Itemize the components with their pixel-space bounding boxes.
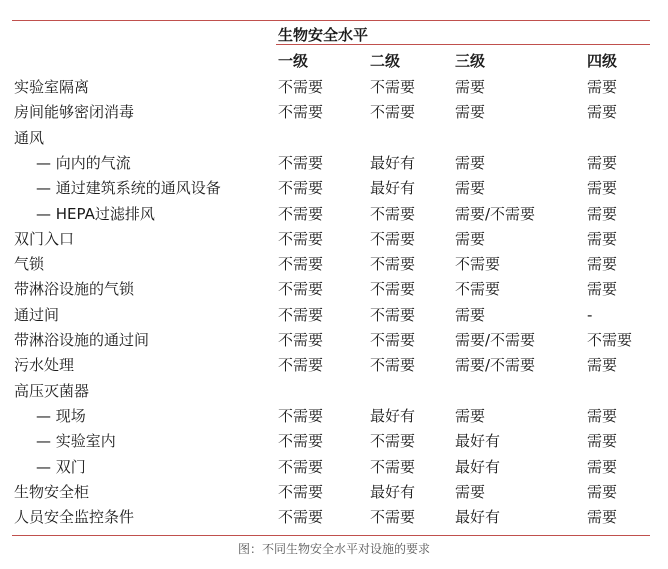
level-4-value: -: [587, 305, 593, 324]
level-4-value: 需要: [587, 255, 618, 274]
level-3-value: 需要/不需要: [455, 331, 536, 349]
level-3-value: 需要: [455, 78, 486, 96]
level-1-value: 不需要: [278, 179, 324, 198]
level-2-value: 不需要: [370, 204, 416, 223]
level-2-value: 不需要: [370, 305, 416, 324]
level-1-value: 不需要: [278, 432, 324, 451]
table-bottom-rule: [12, 535, 650, 536]
level-3-value: 需要/不需要: [455, 204, 536, 223]
level-4-value: 需要: [587, 432, 618, 451]
level-3-value: 最好有: [455, 508, 501, 527]
table-row: [0, 176, 668, 201]
row-label: — 现场: [36, 406, 86, 425]
level-2-value: 不需要: [370, 331, 416, 349]
table-row: [0, 75, 668, 100]
level-4-value: 需要: [587, 103, 618, 122]
level-4-value: 需要: [587, 78, 618, 96]
table-row: [0, 455, 668, 480]
level-2-value: 不需要: [370, 103, 416, 122]
row-label: 双门入口: [14, 229, 75, 248]
level-2-value: 最好有: [370, 482, 416, 501]
level-3-value: 需要: [455, 153, 486, 172]
table-top-rule: [12, 20, 650, 21]
table-row: [0, 379, 668, 404]
level-4-value: 需要: [587, 280, 618, 299]
row-label: 人员安全监控条件: [14, 508, 135, 527]
table-row: [0, 227, 668, 252]
table-row: [0, 202, 668, 227]
level-4-value: 不需要: [587, 331, 633, 349]
level-1-value: 不需要: [278, 103, 324, 122]
level-2-value: 不需要: [370, 255, 416, 274]
level-1-value: 不需要: [278, 508, 324, 527]
table-row: [0, 480, 668, 505]
level-3-value: 不需要: [455, 255, 501, 274]
row-label: 带淋浴设施的通过间: [14, 331, 150, 349]
table-row: [0, 404, 668, 429]
row-label: 污水处理: [14, 356, 75, 375]
row-label: — HEPA过滤排风: [36, 204, 155, 223]
level-4-value: 需要: [587, 457, 618, 476]
level-2-value: 不需要: [370, 280, 416, 299]
level-1-value: 不需要: [278, 406, 324, 425]
row-label: — 通过建筑系统的通风设备: [36, 179, 221, 198]
biosafety-level-group-header: 生物安全水平: [278, 26, 369, 44]
level-3-value: 需要: [455, 229, 486, 248]
level-2-value: 不需要: [370, 229, 416, 248]
level-3-value: 需要: [455, 305, 486, 324]
table-row: [0, 151, 668, 176]
level-1-value: 不需要: [278, 255, 324, 274]
level-1-value: 不需要: [278, 229, 324, 248]
row-label: 高压灭菌器: [14, 381, 90, 400]
level-header-4: 四级: [587, 52, 618, 70]
row-label: 生物安全柜: [14, 482, 90, 501]
level-4-value: 需要: [587, 153, 618, 172]
level-4-value: 需要: [587, 229, 618, 248]
table-row: [0, 303, 668, 328]
level-1-value: 不需要: [278, 153, 324, 172]
row-label: 实验室隔离: [14, 78, 90, 96]
row-label: — 实验室内: [36, 432, 116, 451]
level-1-value: 不需要: [278, 78, 324, 96]
level-4-value: 需要: [587, 508, 618, 527]
level-3-value: 需要: [455, 406, 486, 425]
table-caption: 图：不同生物安全水平对设施的要求: [237, 542, 430, 556]
level-1-value: 不需要: [278, 331, 324, 349]
table-row: [0, 277, 668, 302]
level-2-value: 最好有: [370, 406, 416, 425]
level-3-value: 需要: [455, 103, 486, 122]
level-1-value: 不需要: [278, 482, 324, 501]
level-3-value: 不需要: [455, 280, 501, 299]
table-row: [0, 100, 668, 125]
table-row: [0, 429, 668, 454]
table-row: [0, 328, 668, 353]
table-row: [0, 126, 668, 151]
level-4-value: 需要: [587, 204, 618, 223]
level-2-value: 不需要: [370, 457, 416, 476]
level-3-value: 需要: [455, 482, 486, 501]
level-3-value: 需要: [455, 179, 486, 198]
level-1-value: 不需要: [278, 356, 324, 375]
row-label: 带淋浴设施的气锁: [14, 280, 135, 299]
level-2-value: 最好有: [370, 153, 416, 172]
level-4-value: 需要: [587, 356, 618, 375]
table-row: [0, 252, 668, 277]
level-2-value: 不需要: [370, 78, 416, 96]
row-label: 房间能够密闭消毒: [14, 103, 135, 122]
row-label: 通风: [14, 128, 45, 147]
level-3-value: 最好有: [455, 432, 501, 451]
level-4-value: 需要: [587, 179, 618, 198]
level-4-value: 需要: [587, 406, 618, 425]
level-2-value: 不需要: [370, 508, 416, 527]
row-label: 通过间: [14, 305, 60, 324]
table-row: [0, 353, 668, 378]
level-2-value: 最好有: [370, 179, 416, 198]
level-header-1: 一级: [278, 52, 309, 70]
level-3-value: 最好有: [455, 457, 501, 476]
level-1-value: 不需要: [278, 305, 324, 324]
level-4-value: 需要: [587, 482, 618, 501]
row-label: 气锁: [14, 255, 45, 274]
group-header-underline: [276, 44, 650, 45]
level-1-value: 不需要: [278, 280, 324, 299]
level-header-3: 三级: [455, 52, 486, 70]
level-header-2: 二级: [370, 52, 401, 70]
row-label: — 向内的气流: [36, 153, 131, 172]
table-row: [0, 505, 668, 530]
level-2-value: 不需要: [370, 356, 416, 375]
level-3-value: 需要/不需要: [455, 356, 536, 375]
level-1-value: 不需要: [278, 457, 324, 476]
row-label: — 双门: [36, 457, 86, 476]
level-2-value: 不需要: [370, 432, 416, 451]
level-1-value: 不需要: [278, 204, 324, 223]
